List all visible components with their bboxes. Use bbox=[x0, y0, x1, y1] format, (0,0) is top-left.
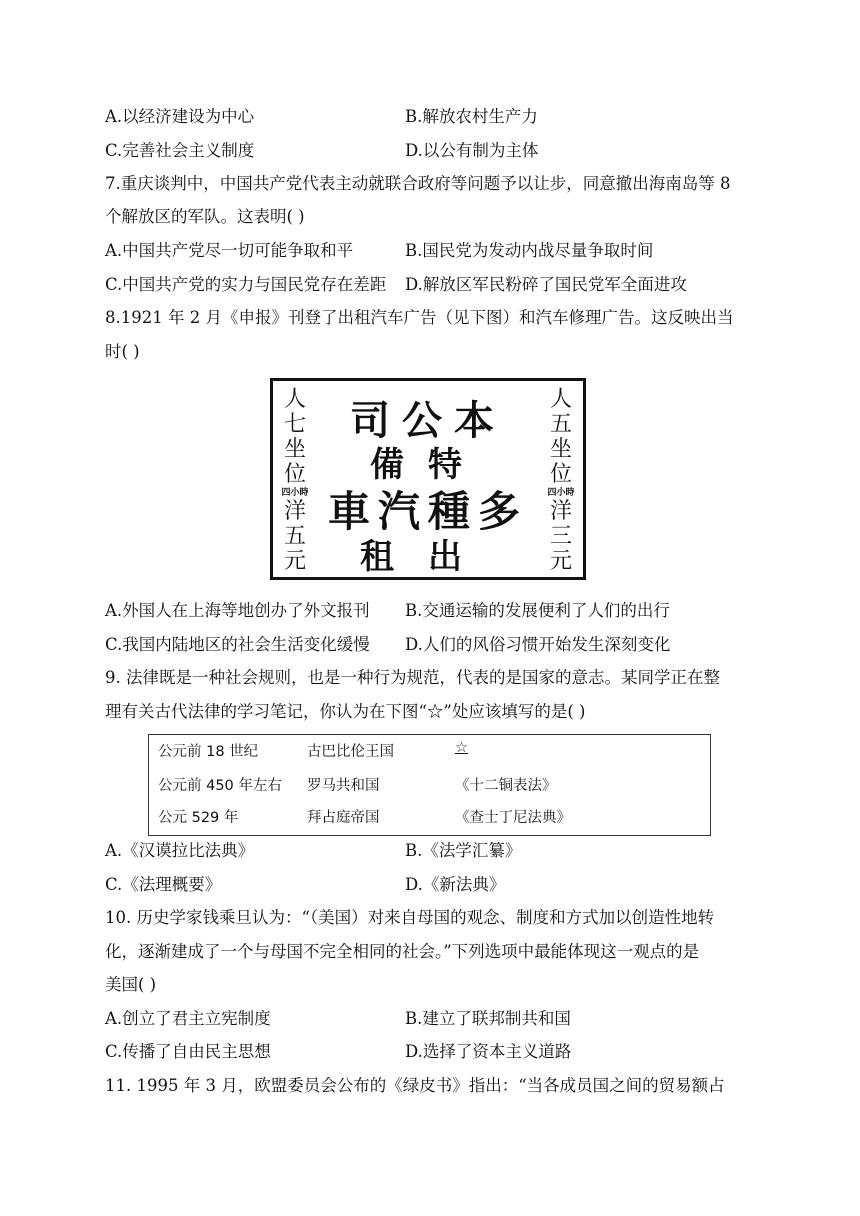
q10-stem-line1: 10. 历史学家钱乘旦认为：“（美国）对来自母国的观念、制度和方式加以创造性地转 bbox=[105, 908, 715, 927]
ad-right-mid-2: 位 bbox=[549, 462, 572, 487]
ad-right-bottom-2: 三 bbox=[549, 524, 572, 549]
q7-stem-line2: 个解放区的军队。这表明( ) bbox=[105, 207, 305, 226]
q6-option-a: A.以经济建设为中心 bbox=[105, 107, 255, 126]
table-cell-law: 《十二铜表法》 bbox=[455, 778, 557, 794]
q8-stem-line2: 时( ) bbox=[105, 342, 140, 361]
table-cell-period: 公元前 450 年左右 bbox=[158, 778, 282, 794]
ad-right-top-2: 五 bbox=[549, 412, 572, 437]
q8-option-b: B.交通运输的发展便利了人们的出行 bbox=[405, 601, 670, 620]
ad-left-mid-1: 坐 bbox=[283, 437, 306, 462]
ancient-law-table bbox=[148, 734, 711, 836]
q7-option-d: D.解放区军民粉碎了国民党军全面进攻 bbox=[405, 275, 687, 294]
q7-stem-line1: 7.重庆谈判中，中国共产党代表主动就联合政府等问题予以让步，同意撤出海南岛等 8 bbox=[105, 174, 731, 193]
q9-stem-line2: 理有关古代法律的学习笔记，你认为在下图“☆”处应该填写的是( ) bbox=[105, 702, 586, 721]
q8-option-d: D.人们的风俗习惯开始发生深刻变化 bbox=[405, 635, 671, 654]
q8-option-a: A.外国人在上海等地创办了外文报刊 bbox=[105, 601, 370, 620]
ad-left-column bbox=[275, 387, 315, 574]
q8-option-c: C.我国内陆地区的社会生活变化缓慢 bbox=[105, 635, 370, 654]
ad-left-small: 四小時 bbox=[281, 488, 309, 498]
ad-row-1: 司公本 bbox=[350, 397, 506, 444]
q7-option-a: A.中国共产党尽一切可能争取和平 bbox=[105, 241, 354, 260]
ad-right-bottom-3: 元 bbox=[549, 549, 572, 574]
q10-stem-line3: 美国( ) bbox=[105, 975, 157, 994]
q9-stem-line1: 9. 法律既是一种社会规则，也是一种行为规范，代表的是国家的意志。某同学正在整 bbox=[105, 668, 720, 687]
ad-right-top-1: 人 bbox=[549, 387, 572, 412]
q9-option-c: C.《法理概要》 bbox=[105, 875, 222, 894]
ad-row-2: 備特 bbox=[370, 445, 486, 485]
q6-option-b: B.解放农村生产力 bbox=[405, 107, 538, 126]
q10-stem-line2: 化，逐渐建成了一个与母国不完全相同的社会。”下列选项中最能体现这一观点的是 bbox=[105, 942, 700, 961]
q8-stem-line1: 8.1921 年 2 月《申报》刊登了出租汽车广告（见下图）和汽车修理广告。这反映出当 bbox=[105, 308, 734, 327]
table-cell-period: 公元前 18 世纪 bbox=[158, 744, 259, 760]
ad-left-top-2: 七 bbox=[283, 412, 306, 437]
q10-option-b: B.建立了联邦制共和国 bbox=[405, 1009, 571, 1028]
q10-option-c: C.传播了自由民主思想 bbox=[105, 1042, 271, 1061]
ad-right-small: 四小時 bbox=[547, 488, 575, 498]
table-cell-period: 公元 529 年 bbox=[158, 810, 239, 826]
ad-left-bottom-2: 五 bbox=[283, 524, 306, 549]
q6-option-c: C.完善社会主义制度 bbox=[105, 141, 255, 160]
table-cell-state: 拜占庭帝国 bbox=[307, 810, 380, 826]
q10-option-a: A.创立了君主立宪制度 bbox=[105, 1009, 271, 1028]
ad-right-bottom-1: 洋 bbox=[549, 499, 572, 524]
ad-row-4: 租出 bbox=[360, 537, 496, 577]
table-row bbox=[149, 774, 710, 796]
ad-left-mid-2: 位 bbox=[283, 462, 306, 487]
q6-option-d: D.以公有制为主体 bbox=[405, 141, 539, 160]
table-row bbox=[149, 740, 710, 762]
ad-left-bottom-1: 洋 bbox=[283, 499, 306, 524]
table-cell-law: 《查士丁尼法典》 bbox=[455, 810, 571, 826]
table-cell-state: 罗马共和国 bbox=[307, 778, 380, 794]
ad-right-mid-1: 坐 bbox=[549, 437, 572, 462]
taxi-advertisement-image bbox=[270, 378, 586, 580]
q7-option-c: C.中国共产党的实力与国民党存在差距 bbox=[105, 275, 387, 294]
q9-option-d: D.《新法典》 bbox=[405, 875, 506, 894]
q10-option-d: D.选择了资本主义道路 bbox=[405, 1042, 572, 1061]
q7-option-b: B.国民党为发动内战尽量争取时间 bbox=[405, 241, 654, 260]
ad-row-3: 車汽種多 bbox=[327, 487, 528, 536]
ad-left-top-1: 人 bbox=[283, 387, 306, 412]
q11-stem-line1: 11. 1995 年 3 月，欧盟委员会公布的《绿皮书》指出：“当各成员国之间的贸易额占 bbox=[105, 1076, 725, 1095]
ad-right-column bbox=[541, 387, 581, 574]
ad-left-bottom-3: 元 bbox=[283, 549, 306, 574]
q9-option-b: B.《法学汇纂》 bbox=[405, 841, 522, 860]
table-cell-law-star: ☆ bbox=[455, 740, 468, 756]
table-cell-state: 古巴比伦王国 bbox=[307, 744, 394, 760]
q9-option-a: A.《汉谟拉比法典》 bbox=[105, 841, 255, 860]
table-row bbox=[149, 806, 710, 828]
